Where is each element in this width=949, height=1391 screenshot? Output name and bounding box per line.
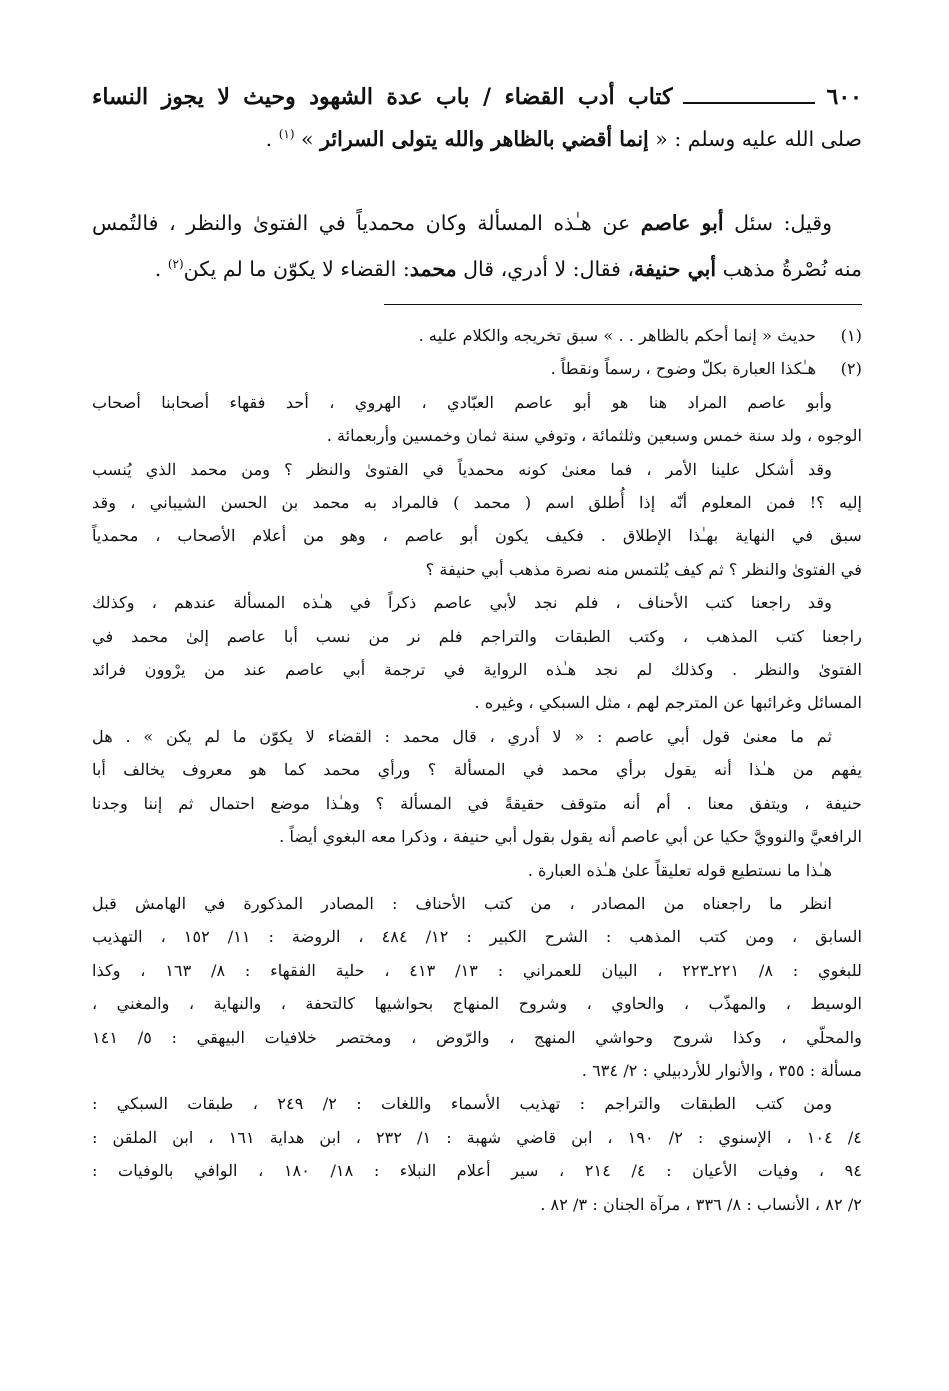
footnote-line: وأبو عاصم المراد هنا هو أبو عاصم العبّادي ، الهروي ، أحد فقهاء أصحابنا أصحاب (92, 392, 832, 412)
footnote-line: ٢/ ٨٢ ، الأنساب : ٨/ ٣٣٦ ، مرآة الجنان : ٣/ ٨٢ . (540, 1194, 862, 1214)
footnote-separator (384, 304, 862, 305)
footnote-line: حنيفة ، ويتفق معنا . أم أنه متوقف حقيقةً في المسألة ؟ وهـٰذا موضع احتمال ثم إننا وجدنا (92, 793, 862, 813)
footnote-line: الوسيط ، والمهذّب ، والحاوي ، وشروح المنهاج بحواشيها كالتحفة ، والنهاية ، والمغني ، (92, 994, 862, 1014)
para2-text: منه نُصْرةُ مذهب (716, 257, 862, 281)
para1-pre: صلى الله عليه وسلم : « (655, 127, 862, 151)
footnote-line: الفتوىٰ والنظر . وكذلك لم نجد هـٰذه الرواية في ترجمة أبي عاصم عند من يرْوون فرائد (92, 660, 862, 680)
footnote-ref-1: (١) (278, 127, 295, 142)
name-muhammad: محمد (409, 257, 457, 281)
footnote-1 (92, 319, 862, 352)
main-para-2 (92, 200, 862, 292)
footnote-text: هـٰكذا العبارة بكلّ وضوح ، رسماً ونقطاً . (550, 359, 816, 379)
footnote-line: السابق ، ومن كتب المذهب : الشرح الكبير : ١٢/ ٤٨٤ ، الروضة : ١١/ ١٥٢ ، التهذيب (92, 927, 862, 947)
footnote-text: حديث « إنما أحكم بالظاهر . . » سبق تخريجه والكلام عليه . (418, 326, 816, 345)
footnote-line: ومن كتب الطبقات والتراجم : تهذيب الأسماء واللغات : ٢/ ٢٤٩ ، طبقات السبكي : (92, 1094, 833, 1114)
para2-text: . (154, 257, 168, 281)
main-para-1 (92, 116, 862, 162)
hadith-quote: إنما أقضي بالظاهر والله يتولى السرائر (320, 127, 649, 151)
footnote-number: (١) (840, 326, 862, 345)
footnote-line: يفهم من هـٰذا أنه يقول برأي محمد في المسألة ؟ ورأي محمد كما هو معروف يخالف أبا (92, 760, 862, 780)
para2-text: عن هـٰذه المسألة وكان محمدياً في الفتوىٰ والنظر ، فالتُمس (92, 211, 641, 235)
footnote-line: راجعنا كتب المذهب ، وكتب الطبقات والتراجم فلم نر من نسب أبا عاصم إلىٰ محمد في (92, 626, 862, 646)
para2-text: : القضاء لا يكوّن ما لم يكن (183, 257, 410, 281)
footnote-line: إليه ؟! فمن المعلوم أنّه إذا أُطلق اسم ( محمد ) فالمراد به محمد بن الحسن الشيباني ، وقد (92, 493, 862, 513)
footnote-line: مسألة : ٣٥٥ ، والأنوار للأردبيلي : ٢/ ٦٣٤ . (581, 1060, 862, 1080)
footnote-line: انظر ما راجعناه من المصادر ، من كتب الأحناف : المصادر المذكورة في الهامش قبل (92, 893, 832, 913)
footnote-line: الوجوه ، ولد سنة خمس وسبعين وثلثمائة ، وتوفي سنة ثمان وخمسين وأربعمائة . (326, 426, 862, 446)
footnote-line: والمحلّي ، وكذا شروح وحواشي المنهج ، والرّوض ، ومختصر خلافيات البيهقي : ٥/ ١٤١ (92, 1027, 862, 1047)
footnote-ref-2: (٢) (167, 257, 184, 272)
footnote-2 (92, 352, 862, 385)
footnote-line: هـٰذا ما نستطيع قوله تعليقاً علىٰ هـٰذه العبارة . (527, 860, 832, 880)
para2-text: وقيل: سئل (723, 211, 832, 235)
header-title: كتاب أدب القضاء / باب عدة الشهود وحيث لا يجوز النساء (92, 84, 673, 110)
footnote-line: ٤/ ١٠٤ ، الإسنوي : ٢/ ١٩٠ ، ابن قاضي شهبة : ١/ ٢٣٢ ، ابن هداية ١٦١ ، ابن الملقن : (92, 1127, 862, 1147)
para2-line-2 (92, 246, 862, 292)
footnote-line: للبغوي : ٨/ ٢٢١ـ٢٢٣ ، البيان للعمراني : ١٣/ ٤١٣ ، حلية الفقهاء : ٨/ ١٦٣ ، وكذا (92, 960, 862, 980)
running-header (92, 80, 862, 112)
footnote-line: ثم ما معنىٰ قول أبي عاصم : « لا أدري ، قال محمد : القضاء لا يكوّن ما لم يكن » . هل (92, 726, 832, 746)
para1-end: . (265, 127, 279, 151)
para2-text: ، فقال: لا أدري، قال (456, 257, 635, 281)
page-number: ٦٠٠ (826, 84, 862, 110)
footnote-line: وقد أشكل علينا الأمر ، فما معنىٰ كونه محمدياً في الفتوىٰ والنظر ؟ ومن محمد الذي يُنسب (92, 459, 832, 479)
para1-post: » (294, 127, 314, 151)
footnote-line: سبق في النهاية بهـٰذا الإطلاق . فكيف يكون أبو عاصم ، وهو من أعلام الأصحاب ، محمدياً (92, 526, 862, 546)
name-abu-asim: أبو عاصم (640, 211, 724, 235)
footnote-line: ٩٤ ، وفيات الأعيان : ٤/ ٢١٤ ، سير أعلام النبلاء : ١٨/ ١٨٠ ، الوافي بالوفيات : (92, 1161, 862, 1181)
footnote-line: المسائل وغرائبها عن المترجم لهم ، مثل السبكي ، وغيره . (474, 693, 862, 713)
para2-line-1 (92, 200, 862, 246)
footnote-number: (٢) (840, 359, 862, 379)
footnote-line: في الفتوىٰ والنظر ؟ ثم كيف يُلتمس منه نصرة مذهب أبي حنيفة ؟ (425, 559, 862, 579)
main-text (92, 116, 862, 292)
footnotes (92, 319, 862, 1221)
book-page (92, 80, 862, 1221)
footnote-line: وقد راجعنا كتب الأحناف ، فلم نجد لأبي عاصم ذكراً في هـٰذه المسألة عندهم ، وكذلك (92, 593, 832, 613)
header-rule (683, 102, 815, 104)
footnote-line: الرافعيَّ والنوويَّ حكيا عن أبي عاصم أنه يقول بقول أبي حنيفة ، وذكرا معه البغوي أيضاً . (279, 827, 862, 847)
name-abu-hanifa: أبي حنيفة (634, 257, 717, 281)
